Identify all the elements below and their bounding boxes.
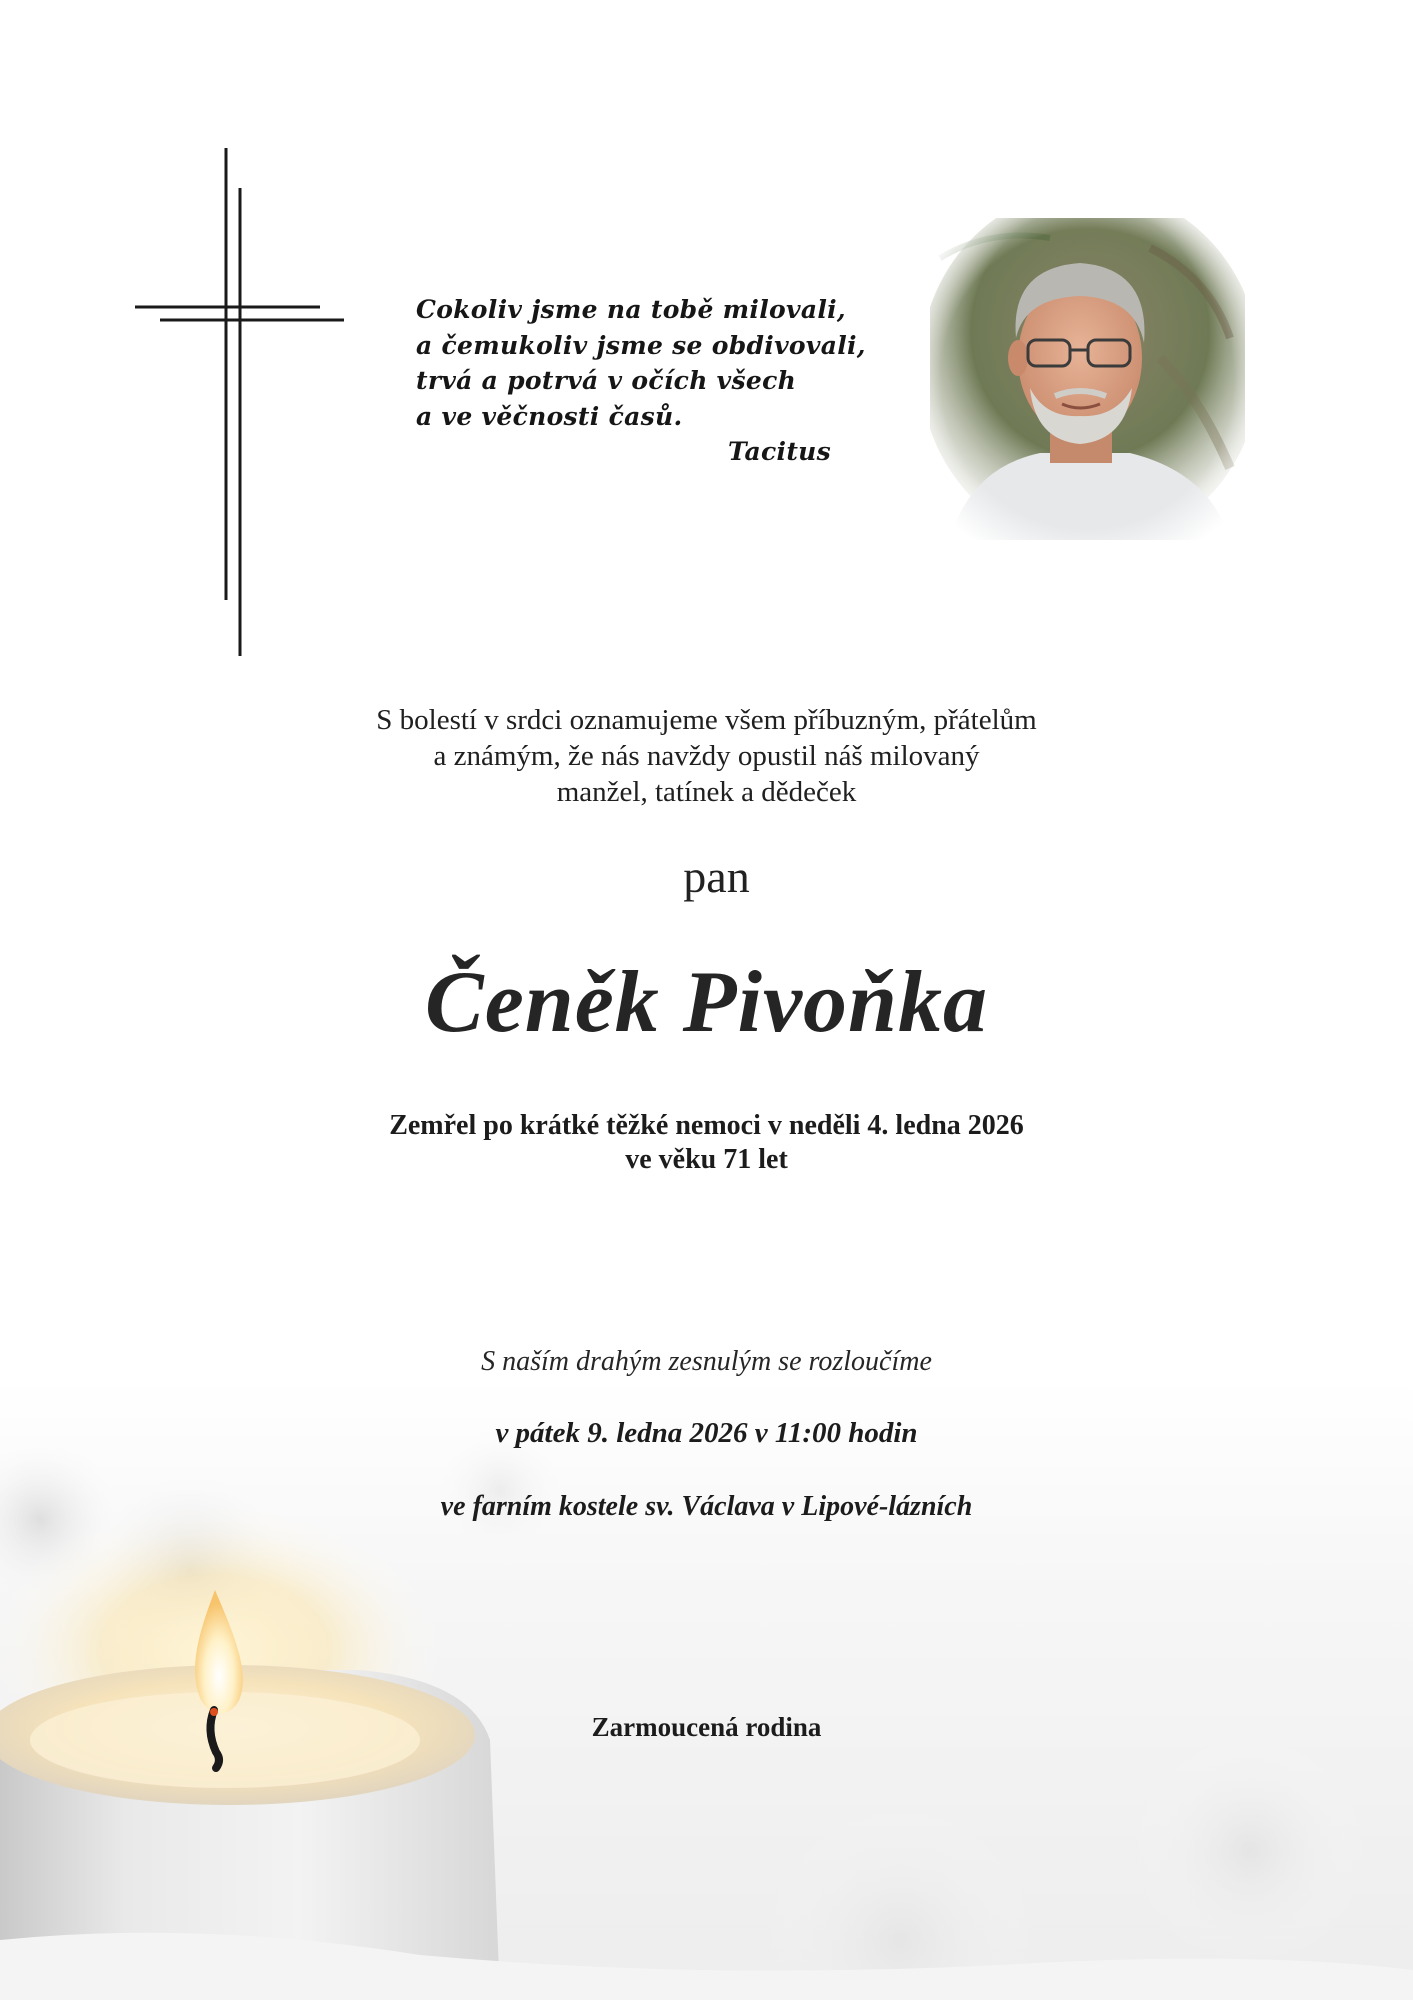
announcement-line: a známým, že nás navždy opustil náš milovaný	[433, 740, 980, 772]
deceased-name: Čeněk Pivoňka	[425, 954, 988, 1051]
announcement	[0, 702, 1413, 810]
announcement-line: manžel, tatínek a dědeček	[556, 776, 857, 808]
farewell-place: ve farním kostele sv. Václava v Lipové-lázních	[440, 1491, 973, 1522]
quote-line: trvá a potrvá v očích všech	[416, 366, 797, 395]
age-line: ve věku 71 let	[625, 1144, 788, 1175]
memorial-quote	[416, 292, 936, 470]
farewell-intro: S naším drahým zesnulým se rozloučíme	[481, 1346, 932, 1377]
candle-background	[0, 1380, 1413, 2000]
farewell-date-time: v pátek 9. ledna 2026 v 11:00 hodin	[495, 1417, 918, 1449]
quote-line: Cokoliv jsme na tobě milovali,	[416, 295, 846, 324]
death-line: Zemřel po krátké těžké nemoci v neděli 4. ledna 2026	[389, 1110, 1024, 1141]
quote-line: a čemukoliv jsme se obdivovali,	[416, 330, 866, 360]
quote-author: Tacitus	[728, 437, 832, 466]
death-info	[0, 1109, 1413, 1177]
cross-icon	[130, 148, 350, 658]
portrait-photo	[930, 218, 1245, 540]
quote-line: a ve věčnosti časů.	[416, 401, 683, 431]
announcement-line: S bolestí v srdci oznamujeme všem příbuzným, přátelům	[376, 704, 1037, 736]
honorific: pan	[683, 851, 750, 902]
signature: Zarmoucená rodina	[591, 1712, 822, 1742]
